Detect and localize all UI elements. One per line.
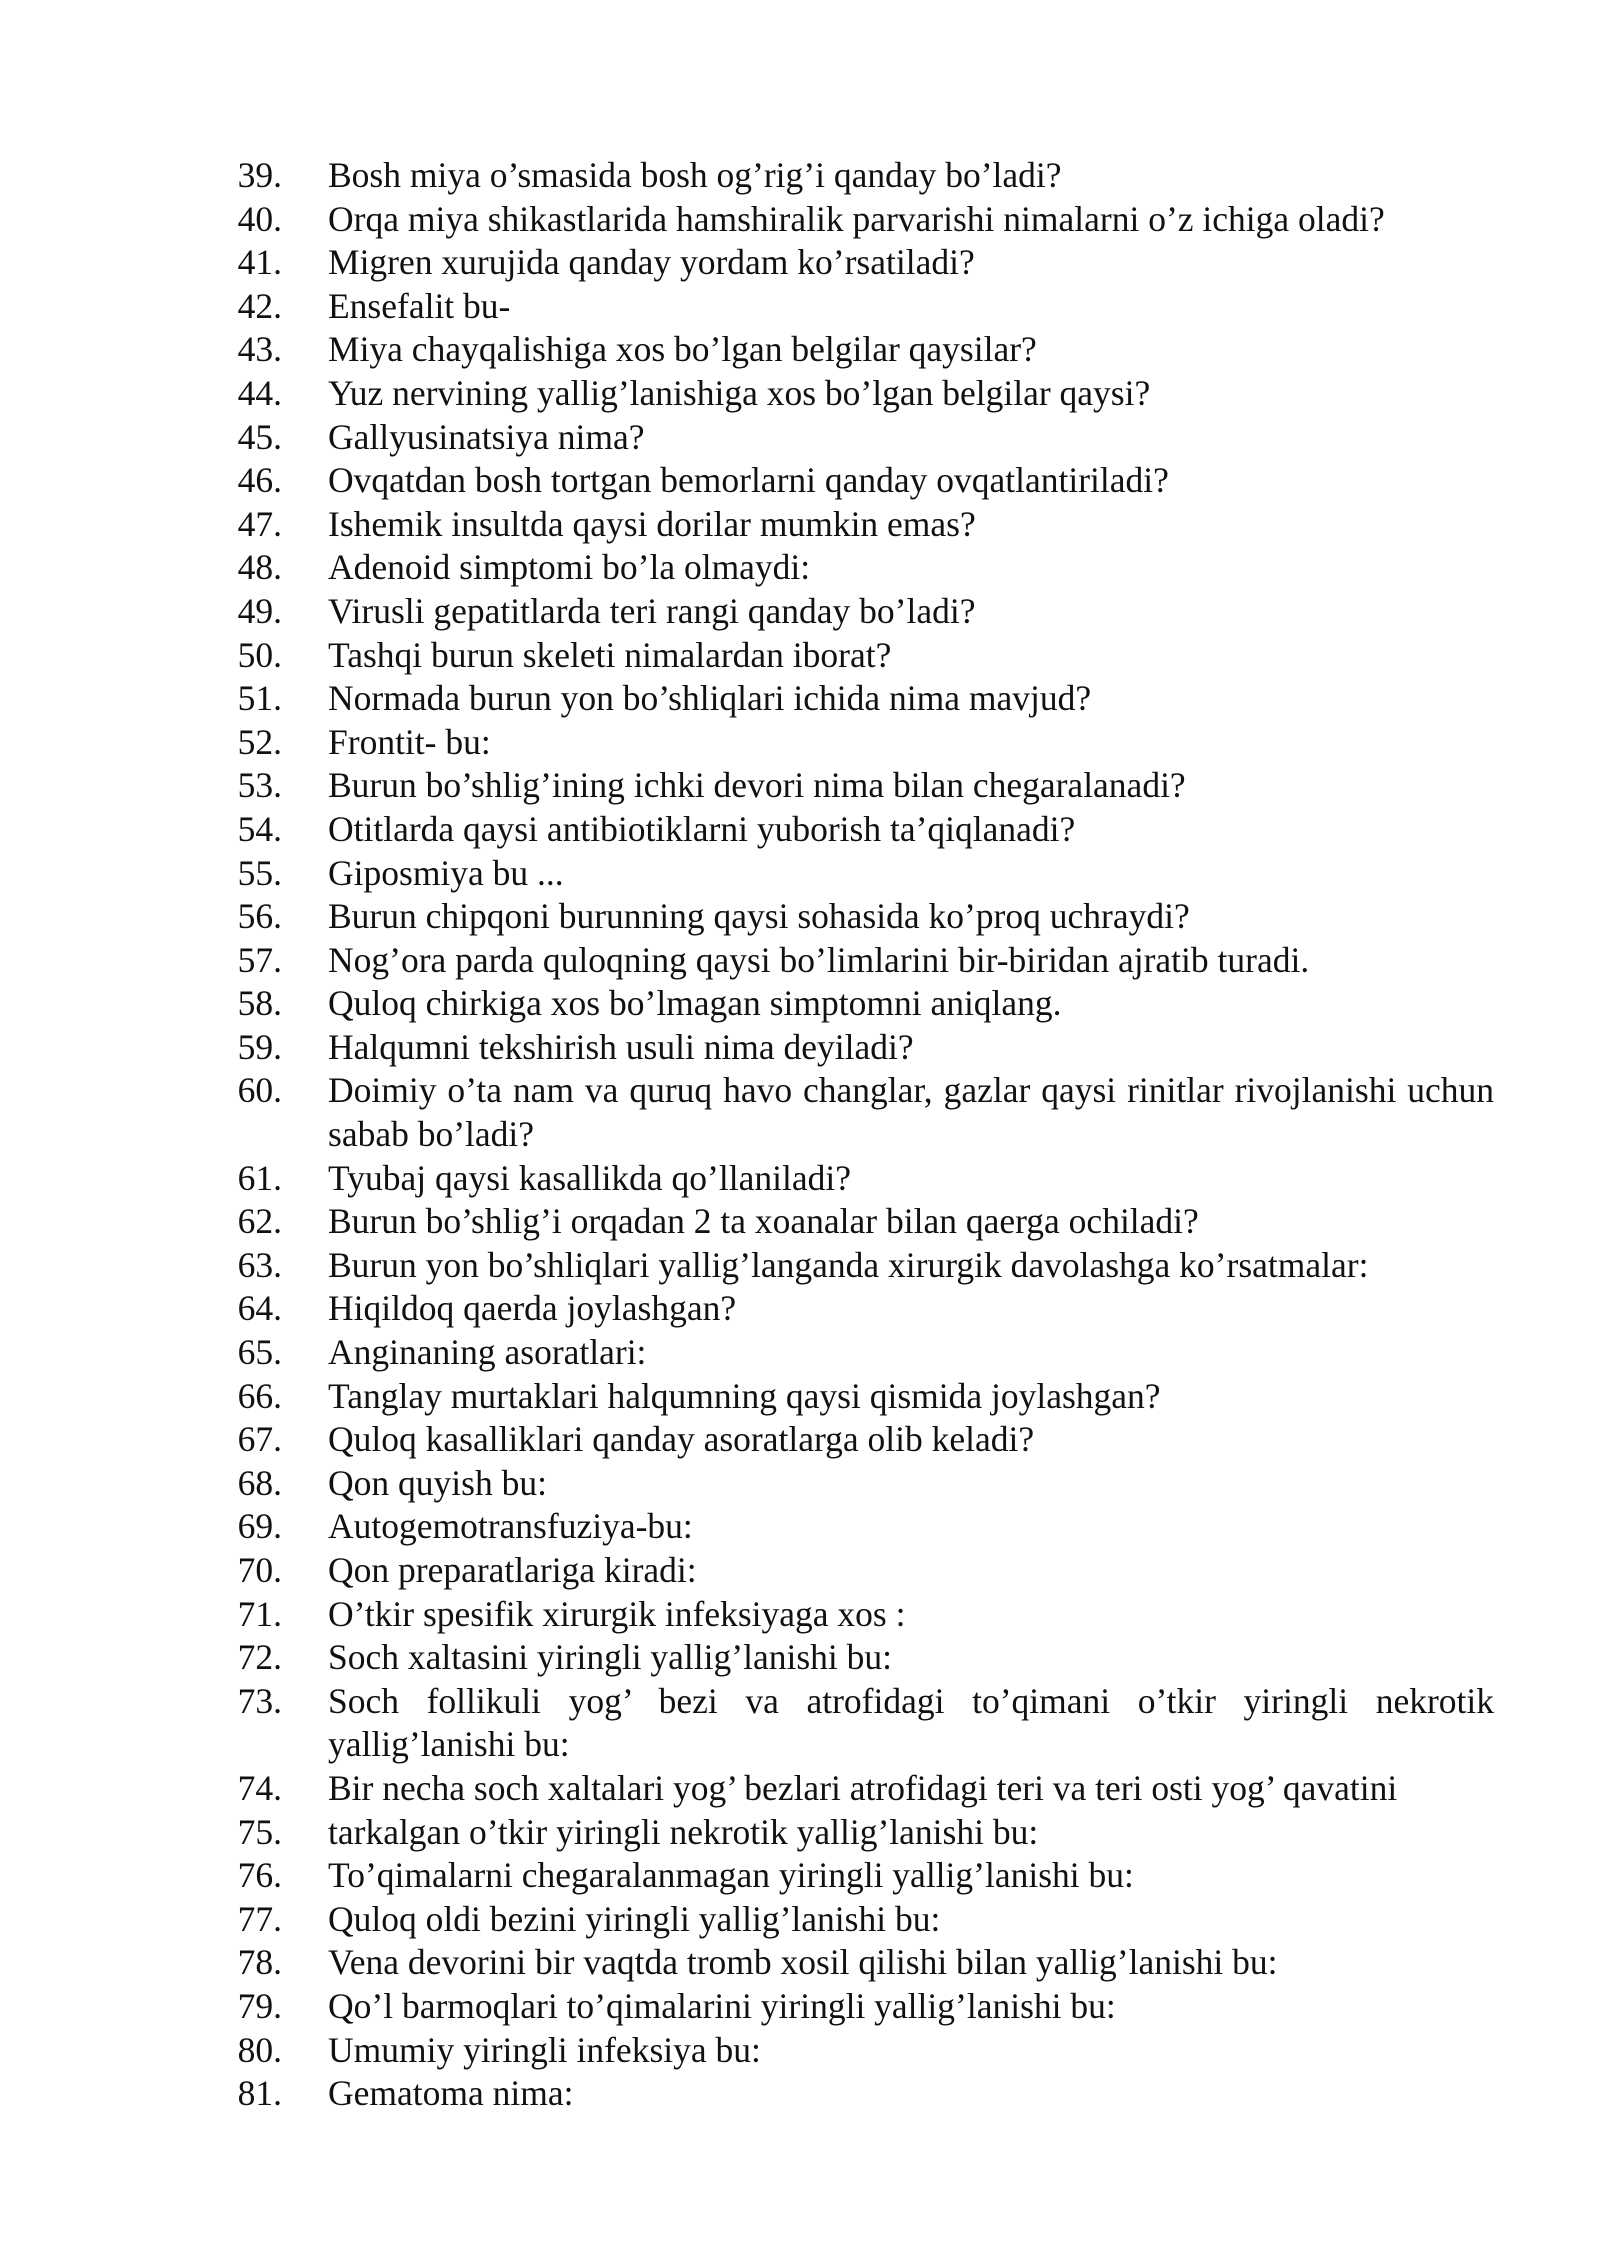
question-number: 41. [237, 242, 282, 283]
question-number: 45. [237, 416, 282, 457]
question-number: 52. [237, 721, 282, 762]
question-item [0, 1418, 1600, 1462]
question-text: O’tkir spesifik xirurgik infeksiyaga xos : [328, 1593, 906, 1634]
question-text: Tyubaj qaysi kasallikda qo’llaniladi? [328, 1157, 851, 1198]
question-item [0, 1985, 1600, 2029]
question-number: 43. [237, 329, 282, 370]
question-number: 73. [237, 1680, 282, 1721]
question-number: 60. [237, 1070, 282, 1111]
question-number: 63. [237, 1244, 282, 1285]
question-list [0, 154, 1600, 2116]
question-number: 64. [237, 1288, 282, 1329]
question-text: Orqa miya shikastlarida hamshiralik parvarishi nimalarni o’z ichiga oladi? [328, 198, 1385, 239]
question-text: Vena devorini bir vaqtda tromb xosil qilishi bilan yallig’lanishi bu: [328, 1942, 1278, 1983]
question-number: 40. [237, 198, 282, 239]
question-item [0, 416, 1600, 460]
question-item [0, 328, 1600, 372]
question-item [0, 1200, 1600, 1244]
question-item [0, 764, 1600, 808]
question-text: Ishemik insultda qaysi dorilar mumkin emas? [328, 503, 976, 544]
question-item [0, 1026, 1600, 1070]
question-item [0, 1898, 1600, 1942]
question-text: Tanglay murtaklari halqumning qaysi qismida joylashgan? [328, 1375, 1161, 1416]
question-item [0, 1854, 1600, 1898]
question-number: 69. [237, 1506, 282, 1547]
question-text: Burun bo’shlig’i orqadan 2 ta xoanalar bilan qaerga ochiladi? [328, 1201, 1199, 1242]
question-text: Adenoid simptomi bo’la olmaydi: [328, 547, 811, 588]
question-text: Halqumni tekshirish usuli nima deyiladi? [328, 1026, 914, 1067]
question-text: Autogemotransfuziya-bu: [328, 1506, 693, 1547]
question-number: 39. [237, 155, 282, 195]
question-text: Quloq oldi bezini yiringli yallig’lanishi bu: [328, 1898, 941, 1939]
question-item [0, 241, 1600, 285]
question-number: 72. [237, 1637, 282, 1678]
question-text: tarkalgan o’tkir yiringli nekrotik yallig’lanishi bu: [328, 1811, 1039, 1852]
question-number: 75. [237, 1811, 282, 1852]
question-text: Tashqi burun skeleti nimalardan iborat? [328, 634, 892, 675]
question-number: 42. [237, 285, 282, 326]
question-text: Anginaning asoratlari: [328, 1332, 647, 1373]
question-text: Gematoma nima: [328, 2073, 574, 2114]
question-number: 61. [237, 1157, 282, 1198]
question-item [0, 2029, 1600, 2073]
question-item [0, 1549, 1600, 1593]
question-number: 55. [237, 852, 282, 893]
question-text: Hiqildoq qaerda joylashgan? [328, 1288, 737, 1329]
question-number: 47. [237, 503, 282, 544]
question-item [0, 982, 1600, 1026]
question-number: 68. [237, 1462, 282, 1503]
question-item [0, 721, 1600, 765]
question-text: Migren xurujida qanday yordam ko’rsatiladi? [328, 242, 975, 283]
question-item [0, 1069, 1600, 1156]
question-number: 79. [237, 1985, 282, 2026]
question-text: Umumiy yiringli infeksiya bu: [328, 2029, 761, 2070]
question-number: 46. [237, 460, 282, 501]
question-number: 51. [237, 678, 282, 719]
question-item [0, 154, 1600, 198]
question-item [0, 1680, 1600, 1767]
question-number: 62. [237, 1201, 282, 1242]
question-item [0, 503, 1600, 547]
question-text: Quloq kasalliklari qanday asoratlarga olib keladi? [328, 1419, 1035, 1460]
question-text: Doimiy o’ta nam va quruq havo changlar, gazlar qaysi rinitlar rivojlanishi uchun sabab bo’ladi? [328, 1070, 1494, 1155]
question-number: 58. [237, 983, 282, 1024]
question-number: 67. [237, 1419, 282, 1460]
question-item [0, 895, 1600, 939]
question-text: Qo’l barmoqlari to’qimalarini yiringli yallig’lanishi bu: [328, 1985, 1116, 2026]
question-item [0, 939, 1600, 983]
question-text: Qon preparatlariga kiradi: [328, 1550, 697, 1590]
question-item [0, 808, 1600, 852]
question-number: 78. [237, 1942, 282, 1983]
question-text: Virusli gepatitlarda teri rangi qanday bo’ladi? [328, 590, 976, 631]
question-item [0, 546, 1600, 590]
question-number: 81. [237, 2073, 282, 2114]
question-text: Frontit- bu: [328, 721, 491, 762]
question-text: Bir necha soch xaltalari yog’ bezlari atrofidagi teri va teri osti yog’ qavatini [328, 1767, 1398, 1808]
question-number: 59. [237, 1026, 282, 1067]
question-item [0, 590, 1600, 634]
question-number: 71. [237, 1593, 282, 1634]
question-item [0, 677, 1600, 721]
question-number: 57. [237, 939, 282, 980]
question-item [0, 372, 1600, 416]
question-text: Gallyusinatsiya nima? [328, 416, 645, 457]
question-item [0, 1157, 1600, 1201]
question-text: Burun chipqoni burunning qaysi sohasida ko’proq uchraydi? [328, 896, 1190, 937]
question-number: 65. [237, 1332, 282, 1373]
question-number: 80. [237, 2029, 282, 2070]
question-text: Qon quyish bu: [328, 1462, 547, 1503]
question-number: 49. [237, 590, 282, 631]
question-item [0, 198, 1600, 242]
question-number: 48. [237, 547, 282, 588]
question-text: Soch follikuli yog’ bezi va atrofidagi to’qimani o’tkir yiringli nekrotik yallig’lanishi bu: [328, 1680, 1494, 1765]
question-item [0, 1375, 1600, 1419]
question-item [0, 285, 1600, 329]
question-item [0, 1331, 1600, 1375]
question-item [0, 1462, 1600, 1506]
question-number: 66. [237, 1375, 282, 1416]
question-text: Bosh miya o’smasida bosh og’rig’i qanday bo’ladi? [328, 155, 1062, 195]
question-number: 44. [237, 372, 282, 413]
question-item [0, 1287, 1600, 1331]
question-item [0, 2072, 1600, 2116]
question-item [0, 1941, 1600, 1985]
question-number: 74. [237, 1767, 282, 1808]
question-text: Normada burun yon bo’shliqlari ichida nima mavjud? [328, 678, 1092, 719]
question-number: 50. [237, 634, 282, 675]
question-item [0, 1505, 1600, 1549]
question-number: 77. [237, 1898, 282, 1939]
question-text: Burun bo’shlig’ining ichki devori nima bilan chegaralanadi? [328, 765, 1186, 806]
question-text: Burun yon bo’shliqlari yallig’langanda xirurgik davolashga ko’rsatmalar: [328, 1244, 1369, 1285]
question-number: 54. [237, 808, 282, 849]
question-text: Nog’ora parda quloqning qaysi bo’limlarini bir-biridan ajratib turadi. [328, 939, 1310, 980]
question-text: Soch xaltasini yiringli yallig’lanishi bu: [328, 1637, 892, 1678]
question-number: 76. [237, 1855, 282, 1896]
question-item [0, 634, 1600, 678]
question-text: Yuz nervining yallig’lanishiga xos bo’lgan belgilar qaysi? [328, 372, 1151, 413]
question-item [0, 459, 1600, 503]
question-number: 53. [237, 765, 282, 806]
question-item [0, 1811, 1600, 1855]
question-item [0, 1244, 1600, 1288]
question-text: Ovqatdan bosh tortgan bemorlarni qanday ovqatlantiriladi? [328, 460, 1169, 501]
question-item [0, 852, 1600, 896]
question-item [0, 1636, 1600, 1680]
question-item [0, 1767, 1600, 1811]
question-text: To’qimalarni chegaralanmagan yiringli yallig’lanishi bu: [328, 1855, 1134, 1896]
question-text: Giposmiya bu ... [328, 852, 564, 893]
question-text: Ensefalit bu- [328, 285, 511, 326]
question-text: Otitlarda qaysi antibiotiklarni yuborish ta’qiqlanadi? [328, 808, 1076, 849]
question-number: 70. [237, 1550, 282, 1590]
question-text: Miya chayqalishiga xos bo’lgan belgilar qaysilar? [328, 329, 1037, 370]
question-text: Quloq chirkiga xos bo’lmagan simptomni aniqlang. [328, 983, 1062, 1024]
question-number: 56. [237, 896, 282, 937]
question-item [0, 1593, 1600, 1637]
